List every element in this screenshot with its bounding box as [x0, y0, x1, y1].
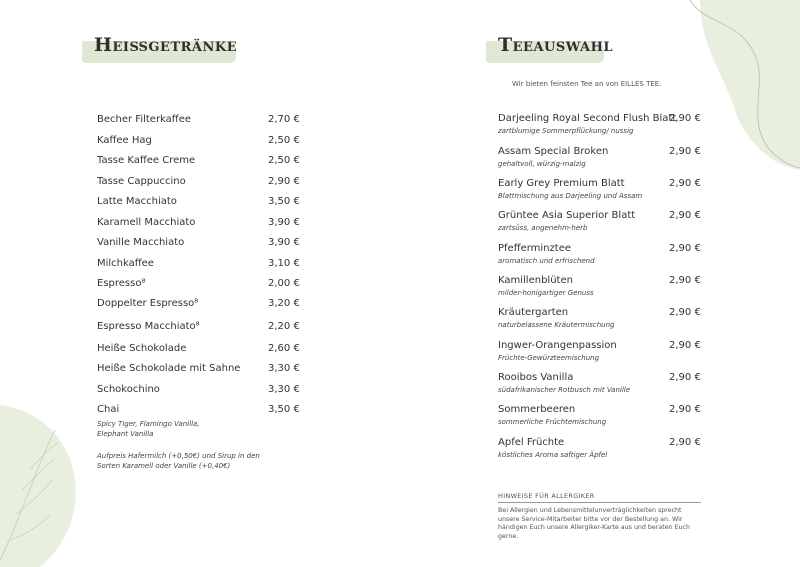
menu-item-price: 3,90 € — [268, 237, 300, 248]
left-heading-block — [86, 34, 238, 56]
menu-item-price: 2,50 € — [268, 155, 300, 166]
tea-item-price: 2,90 € — [669, 178, 701, 189]
menu-item-price: 2,50 € — [268, 135, 300, 146]
tea-item-desc: gehaltvoll, würzig-malzig — [498, 160, 586, 168]
menu-item-name: Tasse Cappuccino — [97, 176, 186, 187]
menu-item-price: 3,10 € — [268, 258, 300, 269]
tea-item-desc: naturbelassene Kräutermischung — [498, 321, 615, 329]
menu-item-name: Espresso Macchiato⁸ — [97, 321, 200, 332]
menu-item-name: Heiße Schokolade — [97, 343, 187, 354]
menu-item-price: 3,50 € — [268, 196, 300, 207]
tea-item-price: 2,90 € — [669, 113, 701, 124]
menu-item-name: Chai — [97, 404, 120, 415]
tea-item-price: 2,90 € — [669, 243, 701, 254]
tea-item-desc: zartsüss, angenehm-herb — [498, 224, 588, 232]
menu-item-name: Schokochino — [97, 384, 160, 395]
tea-item-name: Darjeeling Royal Second Flush Blatt — [498, 113, 677, 124]
tea-item-price: 2,90 € — [669, 275, 701, 286]
tea-item-desc: Früchte-Gewürzteemischung — [498, 354, 600, 362]
menu-item-price: 2,60 € — [268, 343, 300, 354]
tea-item-name: Grüntee Asia Superior Blatt — [498, 210, 636, 221]
hot-drinks-heading: Heißgetränke — [94, 34, 238, 56]
menu-item-name: Karamell Macchiato — [97, 217, 196, 228]
tea-item-price: 2,90 € — [669, 437, 701, 448]
menu-item-price: 2,70 € — [268, 114, 300, 125]
tea-item-desc: Blattmischung aus Darjeeling und Assam — [498, 192, 643, 200]
tea-item-price: 2,90 € — [669, 210, 701, 221]
surcharge-note: Sorten Karamell oder Vanille (+0,40€) — [97, 462, 231, 470]
tea-item-desc: milder-honigartiger Genuss — [498, 289, 594, 297]
menu-item-name: Tasse Kaffee Creme — [97, 155, 196, 166]
menu-item-price: 3,90 € — [268, 217, 300, 228]
menu-item-name: Kaffee Hag — [97, 135, 152, 146]
chai-varieties: Elephant Vanilla — [97, 430, 154, 438]
bottom-left-leaf-shape — [0, 405, 76, 567]
tea-intro: Wir bieten feinsten Tee an von EILLES TEE. — [512, 80, 662, 88]
tea-item-name: Assam Special Broken — [498, 146, 609, 157]
tea-item-name: Sommerbeeren — [498, 404, 576, 415]
chai-varieties: Spicy Tiger, Flamingo Vanilla, — [97, 420, 200, 428]
tea-item-desc: köstliches Aroma saftiger Äpfel — [498, 451, 608, 459]
menu-item-name: Vanille Macchiato — [97, 237, 185, 248]
menu-item-name: Heiße Schokolade mit Sahne — [97, 363, 241, 374]
menu-item-name: Latte Macchiato — [97, 196, 177, 207]
menu-item-price: 2,90 € — [268, 176, 300, 187]
tea-item-desc: zartblumige Sommerpflückung/ nussig — [498, 127, 634, 135]
tea-item-price: 2,90 € — [669, 372, 701, 383]
surcharge-note: Aufpreis Hafermilch (+0,50€) und Sirup in den — [97, 452, 260, 460]
menu-item-name: Doppelter Espresso⁸ — [97, 298, 199, 309]
tea-item-name: Kamillenblüten — [498, 275, 573, 286]
tea-item-price: 2,90 € — [669, 340, 701, 351]
tea-heading: Teeauswahl — [498, 34, 614, 56]
tea-item-name: Early Grey Premium Blatt — [498, 178, 625, 189]
allergy-text: Bei Allergien und Lebensmittelunverträglichkeiten sprecht unsere Service-Mitarbeiter bitte vor der Bestellung an. Wir händigen Euch unsere Allergiker-Karte aus und beraten Euch gerne. — [498, 507, 690, 540]
menu-item-name: Milchkaffee — [97, 258, 154, 269]
tea-item-price: 2,90 € — [669, 404, 701, 415]
tea-item-desc: südafrikanischer Rotbusch mit Vanille — [498, 386, 631, 394]
tea-item-name: Kräutergarten — [498, 307, 569, 318]
menu-item-price: 3,20 € — [268, 298, 300, 309]
tea-item-name: Rooibos Vanilla — [498, 372, 574, 383]
menu-item-price: 2,00 € — [268, 278, 300, 289]
allergy-divider — [498, 502, 701, 503]
tea-item-desc: sommerliche Früchtemischung — [498, 418, 607, 426]
allergy-title: HINWEISE FÜR ALLERGIKER — [498, 492, 595, 500]
tea-item-name: Pfefferminztee — [498, 243, 572, 254]
tea-item-name: Ingwer-Orangenpassion — [498, 340, 617, 351]
menu-item-name: Becher Filterkaffee — [97, 114, 191, 125]
menu-item-price: 2,20 € — [268, 321, 300, 332]
menu-item-name: Espresso⁸ — [97, 278, 146, 289]
menu-item-price: 3,30 € — [268, 384, 300, 395]
right-heading-block — [488, 34, 614, 56]
menu-item-price: 3,30 € — [268, 363, 300, 374]
top-right-leaf-shape — [700, 0, 800, 170]
tea-item-desc: aromatisch und erfrischend — [498, 257, 595, 265]
menu-item-price: 3,50 € — [268, 404, 300, 415]
tea-item-price: 2,90 € — [669, 146, 701, 157]
tea-item-price: 2,90 € — [669, 307, 701, 318]
tea-item-name: Apfel Früchte — [498, 437, 565, 448]
